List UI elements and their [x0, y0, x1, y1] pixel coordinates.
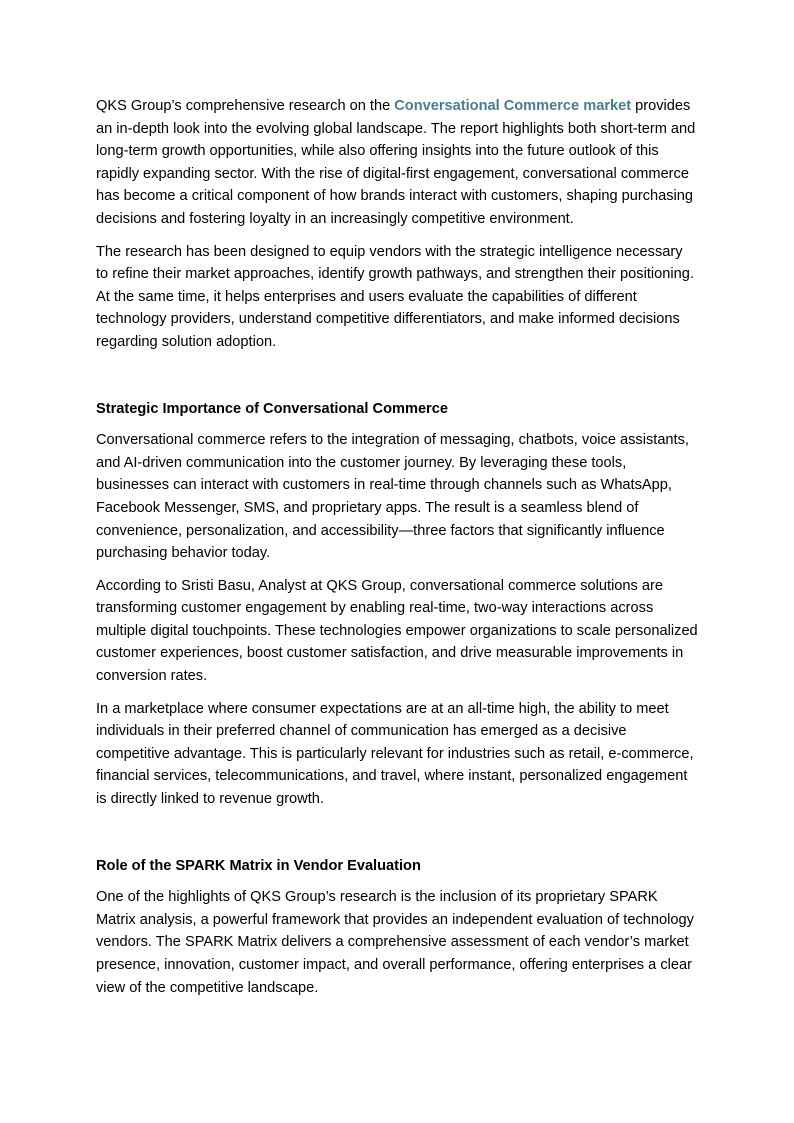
strategic-paragraph-3: In a marketplace where consumer expectations are at an all-time high, the ability to meet individuals in their preferred channel of communication has emerged as a decisive competitive advantage. This is particularly relevant for industries such as retail, e-commerce, financial services, telecommunications, and travel, where instant, personalized engagement is directly linked to revenue growth.	[96, 700, 694, 808]
strategic-paragraph-2: According to Sristi Basu, Analyst at QKS Group, conversational commerce solutions are transforming customer engagement by enabling real-time, two-way interactions across multiple digital touchpoints. These technologies empower organizations to scale personalized customer experiences, boost customer satisfaction, and drive measurable improvements in conversion rates.	[96, 577, 698, 685]
intro-text-after-link: provides an in-depth look into the evolving global landscape. The report highlights both short-term and long-term growth opportunities, while also offering insights into the future outlook of this rapidly expanding sector. With the rise of digital-first engagement, conversational commerce has become a critical component of how brands interact with customers, shaping purchasing decisions and fostering loyalty in an increasingly competitive environment.	[96, 98, 696, 227]
intro-text-before-link: QKS Group’s comprehensive research on the	[96, 98, 395, 114]
intro-paragraph-1	[96, 95, 698, 231]
section-heading-spark-matrix: Role of the SPARK Matrix in Vendor Evaluation	[96, 857, 421, 874]
conversational-commerce-market-link[interactable]: Conversational Commerce market	[394, 98, 632, 114]
section-spacer	[96, 364, 698, 398]
strategic-paragraph-1: Conversational commerce refers to the integration of messaging, chatbots, voice assistants, and AI-driven communication into the customer journey. By leveraging these tools, businesses can interact with customers in real-time through channels such as WhatsApp, Facebook Messenger, SMS, and proprietary apps. The result is a seamless blend of convenience, personalization, and accessibility—three factors that significantly influence purchasing behavior today.	[96, 432, 689, 562]
spark-paragraph-1: One of the highlights of QKS Group’s research is the inclusion of its proprietary SPARK Matrix analysis, a powerful framework that provides an independent evaluation of technology vendors. The SPARK Matrix delivers a comprehensive assessment of each vendor’s market presence, innovation, customer impact, and overall performance, offering enterprises a clear view of the competitive landscape.	[96, 889, 694, 996]
section-heading-strategic-importance: Strategic Importance of Conversational Commerce	[96, 400, 448, 417]
section-spacer	[96, 821, 698, 855]
intro-paragraph-2: The research has been designed to equip vendors with the strategic intelligence necessary to refine their market approaches, identify growth pathways, and strengthen their positioning. At the same time, it helps enterprises and users evaluate the capabilities of different technology providers, understand competitive differentiators, and make informed decisions regarding solution adoption.	[96, 243, 694, 350]
